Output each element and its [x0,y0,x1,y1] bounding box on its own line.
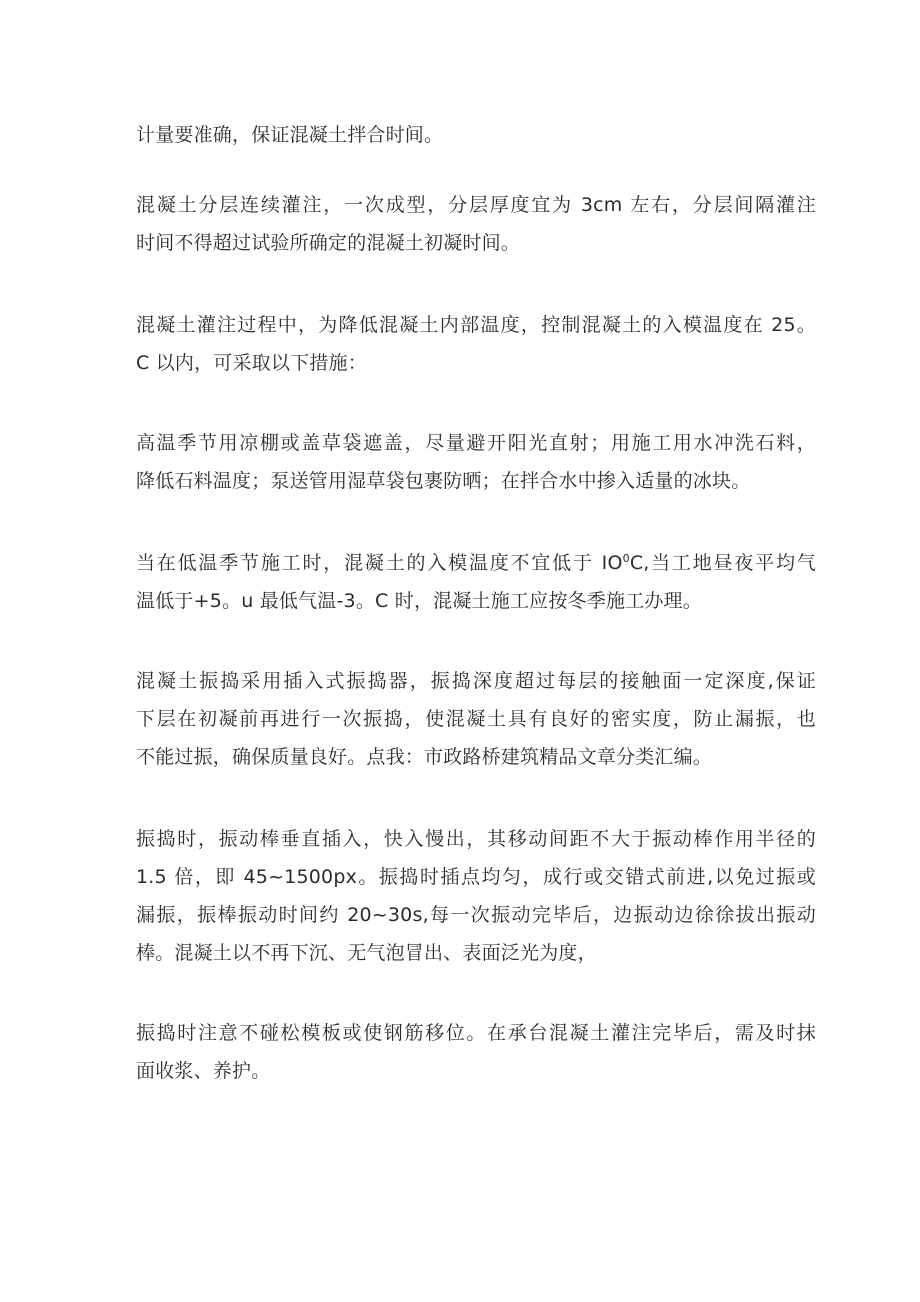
paragraph-1 [136,116,816,154]
paragraph-3 [136,306,816,382]
paragraph-7-line-1: 振捣时，振动棒垂直插入，快入慢出，其移动间距不大于振动棒作用半径的 [136,828,816,850]
paragraph-8 [136,1014,816,1090]
paragraph-2 [136,186,816,262]
paragraph-5-line-1-start: 当在低温季节施工时，混凝土的入模温度不宜低于 IO [136,552,623,574]
paragraph-6-line-1: 混凝土振捣采用插入式振捣器，振捣深度超过每层的接触面一定深度,保证 [136,670,816,692]
paragraph-8-line-1: 振捣时注意不碰松模板或使钢筋移位。在承台混凝土灌注完毕后，需及时抹 [136,1022,816,1044]
paragraph-1-line-1: 计量要准确，保证混凝土拌合时间。 [136,124,444,146]
paragraph-4-line-1: 高温季节用凉棚或盖草袋遮盖，尽量避开阳光直射；用施工用水冲洗石料， [136,432,816,454]
paragraph-6-line-3: 不能过振，确保质量良好。点我：市政路桥建筑精品文章分类汇编。 [136,746,713,768]
paragraph-4 [136,424,816,500]
paragraph-2-line-2: 时间不得超过试验所确定的混凝土初凝时间。 [136,232,521,254]
paragraph-5-line-1-end: C,当工地昼夜平均气 [629,552,816,574]
paragraph-6-line-2: 下层在初凝前再进行一次振捣，使混凝土具有良好的密实度，防止漏振，也 [136,708,816,730]
paragraph-7-line-2: 1.5 倍，即 45~1500px。振捣时插点均匀，成行或交错式前进,以免过振或 [136,866,816,888]
paragraph-7 [136,820,816,972]
paragraph-2-line-1: 混凝土分层连续灌注，一次成型，分层厚度宜为 3cm 左右，分层间隔灌注 [136,194,816,216]
paragraph-8-line-2: 面收浆、养护。 [136,1060,271,1082]
paragraph-5-line-2: 温低于+5。u 最低气温-3。C 时，混凝土施工应按冬季施工办理。 [136,590,702,612]
paragraph-5-line-1 [136,544,816,582]
paragraph-7-line-4: 棒。混凝土以不再下沉、无气泡冒出、表面泛光为度， [136,942,597,964]
superscript-zero: 0 [622,552,630,565]
paragraph-5 [136,544,816,620]
paragraph-3-line-1: 混凝土灌注过程中，为降低混凝土内部温度，控制混凝土的入模温度在 25。 [136,314,816,336]
paragraph-3-line-2: C 以内，可采取以下措施： [136,352,367,374]
paragraph-4-line-2: 降低石料温度；泵送管用湿草袋包裹防晒；在拌合水中掺入适量的冰块。 [136,470,751,492]
paragraph-6 [136,662,816,776]
paragraph-7-line-3: 漏振，振棒振动时间约 20~30s,每一次振动完毕后，边振动边徐徐拔出振动 [136,904,816,926]
